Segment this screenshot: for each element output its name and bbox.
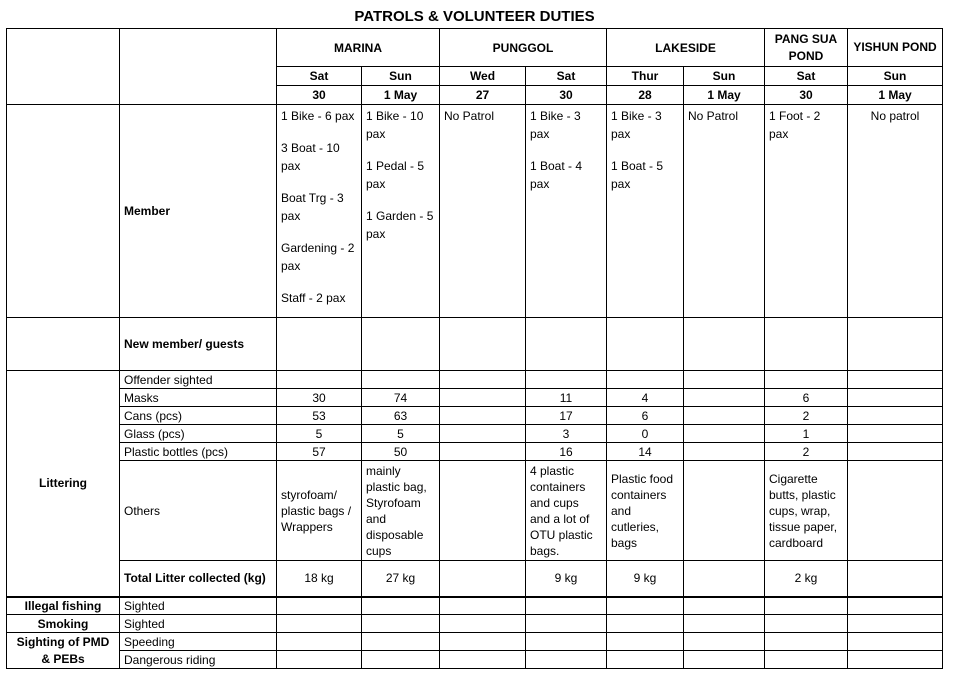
member-cell-lakeside-thur bbox=[607, 105, 684, 318]
value-cell bbox=[848, 425, 943, 443]
new-member-label: New member/ guests bbox=[120, 318, 277, 371]
value-cell: 14 bbox=[607, 443, 684, 461]
blank-header-cell bbox=[7, 29, 120, 105]
others-cell: styrofoam/ plastic bags / Wrappers bbox=[277, 461, 362, 561]
empty-cell bbox=[607, 615, 684, 633]
total-cell: 27 kg bbox=[362, 561, 440, 597]
littering-row-glass bbox=[7, 425, 943, 443]
empty-cell bbox=[848, 633, 943, 651]
value-cell bbox=[440, 443, 526, 461]
littering-row-label: Cans (pcs) bbox=[120, 407, 277, 425]
value-cell: 53 bbox=[277, 407, 362, 425]
value-cell bbox=[848, 371, 943, 389]
empty-cell bbox=[684, 597, 765, 615]
littering-row-total bbox=[7, 561, 943, 597]
member-row bbox=[7, 105, 943, 318]
blank-header-cell bbox=[120, 29, 277, 105]
total-cell: 2 kg bbox=[765, 561, 848, 597]
patrol-entry: Staff - 2 pax bbox=[281, 291, 346, 305]
value-cell: 57 bbox=[277, 443, 362, 461]
patrol-entry: 1 Foot - 2 pax bbox=[769, 109, 821, 141]
empty-cell bbox=[440, 597, 526, 615]
empty-cell bbox=[277, 597, 362, 615]
value-cell: 16 bbox=[526, 443, 607, 461]
value-cell: 30 bbox=[277, 389, 362, 407]
date-cell: 28 bbox=[607, 86, 684, 105]
illegal-fishing-label: Illegal fishing bbox=[7, 597, 120, 615]
value-cell bbox=[440, 371, 526, 389]
empty-cell bbox=[765, 633, 848, 651]
member-cell-marina-sat bbox=[277, 105, 362, 318]
empty-cell bbox=[362, 633, 440, 651]
day-cell: Wed bbox=[440, 67, 526, 86]
date-cell: 1 May bbox=[848, 86, 943, 105]
sighted-label: Sighted bbox=[120, 615, 277, 633]
member-group-cell bbox=[7, 105, 120, 318]
value-cell: 50 bbox=[362, 443, 440, 461]
empty-cell bbox=[440, 651, 526, 669]
location-marina: MARINA bbox=[277, 29, 440, 67]
empty-cell bbox=[440, 318, 526, 371]
value-cell: 17 bbox=[526, 407, 607, 425]
littering-row-label: Plastic bottles (pcs) bbox=[120, 443, 277, 461]
total-cell bbox=[440, 561, 526, 597]
total-cell: 9 kg bbox=[526, 561, 607, 597]
littering-row-offender bbox=[7, 371, 943, 389]
date-cell: 1 May bbox=[684, 86, 765, 105]
value-cell: 2 bbox=[765, 443, 848, 461]
empty-cell bbox=[765, 318, 848, 371]
others-cell: Cigarette butts, plastic cups, wrap, tissue paper, cardboard bbox=[765, 461, 848, 561]
location-punggol: PUNGGOL bbox=[440, 29, 607, 67]
total-litter-label: Total Litter collected (kg) bbox=[120, 561, 277, 597]
day-cell: Sat bbox=[277, 67, 362, 86]
others-cell: Plastic food containers and cutleries, bags bbox=[607, 461, 684, 561]
empty-cell bbox=[765, 597, 848, 615]
littering-row-masks bbox=[7, 389, 943, 407]
empty-cell bbox=[440, 615, 526, 633]
empty-cell bbox=[526, 651, 607, 669]
value-cell bbox=[684, 371, 765, 389]
empty-cell bbox=[765, 615, 848, 633]
value-cell bbox=[848, 389, 943, 407]
date-cell: 27 bbox=[440, 86, 526, 105]
value-cell: 1 bbox=[765, 425, 848, 443]
value-cell bbox=[440, 425, 526, 443]
patrol-entry: 1 Garden - 5 pax bbox=[366, 209, 434, 241]
empty-cell bbox=[526, 633, 607, 651]
empty-cell bbox=[607, 597, 684, 615]
littering-row-plastic-bottles bbox=[7, 443, 943, 461]
value-cell: 5 bbox=[362, 425, 440, 443]
empty-cell bbox=[607, 318, 684, 371]
location-header-row bbox=[7, 29, 943, 67]
day-cell: Sun bbox=[848, 67, 943, 86]
new-member-row bbox=[7, 318, 943, 371]
empty-cell bbox=[277, 651, 362, 669]
dangerous-riding-label: Dangerous riding bbox=[120, 651, 277, 669]
value-cell: 63 bbox=[362, 407, 440, 425]
littering-row-label: Masks bbox=[120, 389, 277, 407]
empty-cell bbox=[684, 318, 765, 371]
pmd-dangerous-row bbox=[7, 651, 943, 669]
member-cell-marina-sun bbox=[362, 105, 440, 318]
total-cell bbox=[848, 561, 943, 597]
value-cell: 74 bbox=[362, 389, 440, 407]
patrol-entry: No patrol bbox=[870, 109, 920, 123]
others-cell: 4 plastic containers and cups and a lot of OTU plastic bags. bbox=[526, 461, 607, 561]
value-cell bbox=[765, 371, 848, 389]
value-cell bbox=[684, 389, 765, 407]
empty-cell bbox=[526, 615, 607, 633]
date-cell: 30 bbox=[765, 86, 848, 105]
others-cell bbox=[848, 461, 943, 561]
value-cell bbox=[440, 389, 526, 407]
patrol-entry: 1 Bike - 6 pax bbox=[281, 109, 355, 123]
empty-cell bbox=[848, 651, 943, 669]
others-cell: mainly plastic bag, Styrofoam and disposable cups bbox=[362, 461, 440, 561]
others-cell bbox=[440, 461, 526, 561]
empty-cell bbox=[765, 651, 848, 669]
day-cell: Sun bbox=[362, 67, 440, 86]
member-cell-lakeside-sun bbox=[684, 105, 765, 318]
smoking-label: Smoking bbox=[7, 615, 120, 633]
littering-label: Littering bbox=[7, 371, 120, 597]
smoking-row bbox=[7, 615, 943, 633]
patrol-entry: Gardening - 2 pax bbox=[281, 241, 355, 273]
location-lakeside: LAKESIDE bbox=[607, 29, 765, 67]
day-cell: Sat bbox=[765, 67, 848, 86]
patrol-entry: No Patrol bbox=[444, 109, 495, 123]
member-cell-punggol-wed bbox=[440, 105, 526, 318]
value-cell: 5 bbox=[277, 425, 362, 443]
empty-cell bbox=[684, 615, 765, 633]
total-cell: 9 kg bbox=[607, 561, 684, 597]
sighted-label: Sighted bbox=[120, 597, 277, 615]
date-cell: 1 May bbox=[362, 86, 440, 105]
location-pang-sua-pond: PANG SUA POND bbox=[765, 29, 848, 67]
value-cell bbox=[362, 371, 440, 389]
empty-cell bbox=[526, 597, 607, 615]
empty-cell bbox=[526, 318, 607, 371]
value-cell bbox=[684, 443, 765, 461]
day-cell: Thur bbox=[607, 67, 684, 86]
patrol-entry: No Patrol bbox=[688, 109, 739, 123]
others-cell bbox=[684, 461, 765, 561]
empty-cell bbox=[362, 597, 440, 615]
patrol-entry: 1 Pedal - 5 pax bbox=[366, 159, 425, 191]
patrol-entry: 1 Bike - 10 pax bbox=[366, 109, 424, 141]
littering-row-label: Glass (pcs) bbox=[120, 425, 277, 443]
value-cell bbox=[848, 443, 943, 461]
value-cell bbox=[277, 371, 362, 389]
patrol-entry: 1 Boat - 4 pax bbox=[530, 159, 583, 191]
patrol-entry: 1 Boat - 5 pax bbox=[611, 159, 664, 191]
value-cell bbox=[607, 371, 684, 389]
day-cell: Sun bbox=[684, 67, 765, 86]
speeding-label: Speeding bbox=[120, 633, 277, 651]
patrol-entry: Boat Trg - 3 pax bbox=[281, 191, 344, 223]
value-cell bbox=[684, 407, 765, 425]
value-cell: 4 bbox=[607, 389, 684, 407]
empty-cell bbox=[362, 651, 440, 669]
value-cell bbox=[684, 425, 765, 443]
value-cell: 6 bbox=[765, 389, 848, 407]
empty-cell bbox=[848, 615, 943, 633]
empty-cell bbox=[277, 318, 362, 371]
littering-row-cans bbox=[7, 407, 943, 425]
value-cell: 2 bbox=[765, 407, 848, 425]
empty-cell bbox=[277, 615, 362, 633]
empty-cell bbox=[848, 597, 943, 615]
member-cell-yishun-sun bbox=[848, 105, 943, 318]
value-cell bbox=[440, 407, 526, 425]
patrol-entry: 1 Bike - 3 pax bbox=[530, 109, 581, 141]
value-cell: 0 bbox=[607, 425, 684, 443]
empty-cell bbox=[277, 633, 362, 651]
value-cell bbox=[526, 371, 607, 389]
littering-row-label: Others bbox=[120, 461, 277, 561]
empty-cell bbox=[848, 318, 943, 371]
empty-cell bbox=[362, 318, 440, 371]
date-cell: 30 bbox=[526, 86, 607, 105]
patrol-duties-sheet bbox=[6, 6, 942, 669]
value-cell bbox=[848, 407, 943, 425]
illegal-fishing-row bbox=[7, 597, 943, 615]
date-cell: 30 bbox=[277, 86, 362, 105]
pmd-label: Sighting of PMD & PEBs bbox=[7, 633, 120, 669]
value-cell: 6 bbox=[607, 407, 684, 425]
empty-cell bbox=[362, 615, 440, 633]
total-cell bbox=[684, 561, 765, 597]
littering-row-others bbox=[7, 461, 943, 561]
empty-cell bbox=[440, 633, 526, 651]
member-cell-punggol-sat bbox=[526, 105, 607, 318]
member-label: Member bbox=[120, 105, 277, 318]
empty-cell bbox=[607, 651, 684, 669]
title-row bbox=[7, 6, 943, 29]
value-cell: 3 bbox=[526, 425, 607, 443]
pmd-speeding-row bbox=[7, 633, 943, 651]
patrol-entry: 1 Bike - 3 pax bbox=[611, 109, 662, 141]
member-cell-pang-sua-sat bbox=[765, 105, 848, 318]
empty-cell bbox=[684, 633, 765, 651]
patrol-duties-table bbox=[6, 6, 943, 669]
day-cell: Sat bbox=[526, 67, 607, 86]
patrol-entry: 3 Boat - 10 pax bbox=[281, 141, 340, 173]
value-cell: 11 bbox=[526, 389, 607, 407]
empty-cell bbox=[684, 651, 765, 669]
page-title: PATROLS & VOLUNTEER DUTIES bbox=[354, 8, 595, 25]
location-yishun-pond: YISHUN POND bbox=[848, 29, 943, 67]
new-member-group-cell bbox=[7, 318, 120, 371]
total-cell: 18 kg bbox=[277, 561, 362, 597]
empty-cell bbox=[607, 633, 684, 651]
littering-row-label: Offender sighted bbox=[120, 371, 277, 389]
